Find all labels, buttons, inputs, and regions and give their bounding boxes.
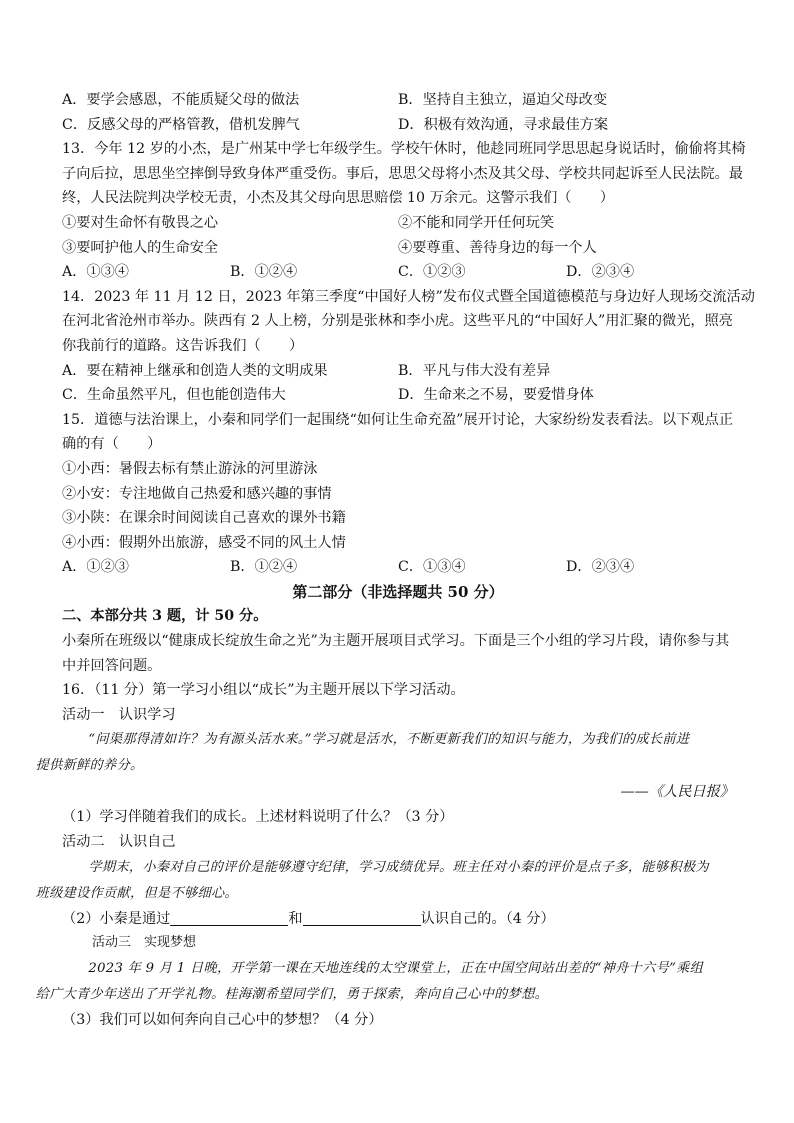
part2-title: 第二部分（非选择题共 50 分） [292,582,504,601]
q15-statement-2: ②小安：专注地做自己热爱和感兴趣的事情 [62,485,332,502]
activity3-text [35,956,734,1008]
q14-stem-line3: 你我前行的道路。这告诉我们（ ） [62,337,304,354]
q13-stem-line2: 子向后拉，思思坐空摔倒导致身体严重受伤。事后，思思父母将小杰及其父母、学校共同起诉至人民法院。最 [62,165,744,182]
q15-stem-line1: 15．道德与法治课上，小秦和同学们一起围绕“如何让生命充盈”展开讨论，大家纷纷发表看法。以下观点正 [62,411,734,428]
q14-stem-line1: 14．2023 年 11 月 12 日，2023 年第三季度“中国好人榜”发布仪式暨全国道德模范与身边好人现场交流活动 [62,288,755,305]
q12-option-b[interactable]: B．坚持自主独立，逼迫父母改变 [398,92,608,108]
q16-sub3: （3）我们可以如何奔向自己心中的梦想？（4 分） [62,1011,383,1028]
q13-option-b[interactable]: B．①②④ [230,264,298,281]
q15-options [62,555,734,580]
q15-option-b[interactable]: B．①②④ [230,559,298,576]
activity2-title: 活动二 认识自己 [62,834,176,851]
q13-options [62,260,734,285]
q15-option-c[interactable]: C．①③④ [398,559,466,576]
activity2-text-line2: 班级建设作贡献，但是不够细心。 [35,885,238,901]
q13-statements-row1 [62,211,734,236]
activity3-text-line2: 给广大青少年送出了开学礼物。桂海潮希望同学们，勇于探索，奔向自己心中的梦想。 [35,986,549,1002]
part2-intro-line2: 中并回答问题。 [62,657,162,674]
section-heading: 二、本部分共 3 题，计 50 分。 [62,608,268,625]
q13-statement-4: ④要尊重、善待身边的每一个人 [398,239,597,256]
sub2-middle: 和 [288,910,303,927]
q13-statements-row2 [62,236,734,261]
activity2-text [35,855,734,907]
answer-blank-2[interactable] [303,909,421,926]
q13-option-a[interactable]: A．①③④ [62,264,129,281]
exam-page [35,88,755,1032]
q14-option-a[interactable]: A．要在精神上继承和创造人类的文明成果 [62,362,328,379]
q14-options-row1 [62,359,734,384]
q14-options-row2 [62,383,734,408]
activity1-title: 活动一 认识学习 [62,706,176,723]
q14-stem-line2: 在河北省沧州市举办。陕西有 2 人上榜，分别是张林和李小虎。这些平凡的“中国好人”用汇聚的微光，照亮 [62,313,733,330]
q12-option-a[interactable]: A．要学会感恩，不能质疑父母的做法 [62,92,300,108]
q15-option-d[interactable]: D．②③④ [566,559,635,576]
activity1-text-line2: 提供新鲜的养分。 [35,758,144,774]
q13-statement-3: ③要呵护他人的生命安全 [62,239,219,256]
q16-sub1: （1）学习伴随着我们的成长。上述材料说明了什么？（3 分） [62,809,454,826]
q12-option-c[interactable]: C．反感父母的严格管教，借机发脾气 [62,116,300,133]
activity3-text-line1: 2023 年 9 月 1 日晚，开学第一课在天地连线的太空课堂上，正在中国空间站出差的“神舟十六号”乘组 [88,960,704,976]
q15-stem-line2: 确的有（ ） [62,436,162,453]
q15-statement-4: ④小西：假期外出旅游，感受不同的风土人情 [62,534,346,551]
q13-stem-line1: 13．今年 12 岁的小杰，是广州某中学七年级学生。学校午休时，他趁同班同学思思起身说话时，偷偷将其椅 [62,141,746,158]
activity1-source: ——《人民日报》 [620,784,734,801]
answer-blank-1[interactable] [170,909,288,926]
activity2-text-line1: 学期末，小秦对自己的评价是能够遵守纪律，学习成绩优异。班主任对小秦的评价是点子多，能够积极为 [88,859,709,875]
q13-option-d[interactable]: D．②③④ [566,264,635,281]
activity3-title: 活动三 实现梦想 [92,935,197,951]
q12-options-row2 [62,113,734,138]
part2-intro-line1: 小秦所在班级以“健康成长绽放生命之光”为主题开展项目式学习。下面是三个小组的学习片段，请你参与其 [62,633,730,650]
q15-statement-1: ①小西：暑假去标有禁止游泳的河里游泳 [62,460,318,477]
q15-option-a[interactable]: A．①②③ [62,559,129,576]
q13-stem-line3: 终，人民法院判决学校无责，小杰及其父母向思思赔偿 10 万余元。这警示我们（ ） [62,190,615,207]
q14-option-c[interactable]: C．生命虽然平凡，但也能创造伟大 [62,387,286,404]
activity1-text [35,727,734,779]
q15-statement-3: ③小陕：在课余时间阅读自己喜欢的课外书籍 [62,510,346,527]
q14-option-b[interactable]: B．平凡与伟大没有差异 [398,362,551,379]
sub2-suffix: 认识自己的。（4 分） [420,910,555,927]
q16-sub2 [62,907,734,932]
q14-option-d[interactable]: D．生命来之不易，要爱惜身体 [398,387,594,404]
q12-option-d[interactable]: D．积极有效沟通，寻求最佳方案 [398,116,609,133]
q13-option-c[interactable]: C．①②③ [398,264,466,281]
activity1-text-line1: “问渠那得清如许？为有源头活水来。”学习就是活水，不断更新我们的知识与能力，为我们的成长前进 [88,732,690,748]
q13-statement-2: ②不能和同学开任何玩笑 [398,214,555,231]
q16-stem: 16．（11 分）第一学习小组以“成长”为主题开展以下学习活动。 [62,682,465,699]
sub2-prefix: （2）小秦是通过 [62,910,171,927]
q13-statement-1: ①要对生命怀有敬畏之心 [62,214,219,231]
q12-options-row1 [62,88,734,113]
